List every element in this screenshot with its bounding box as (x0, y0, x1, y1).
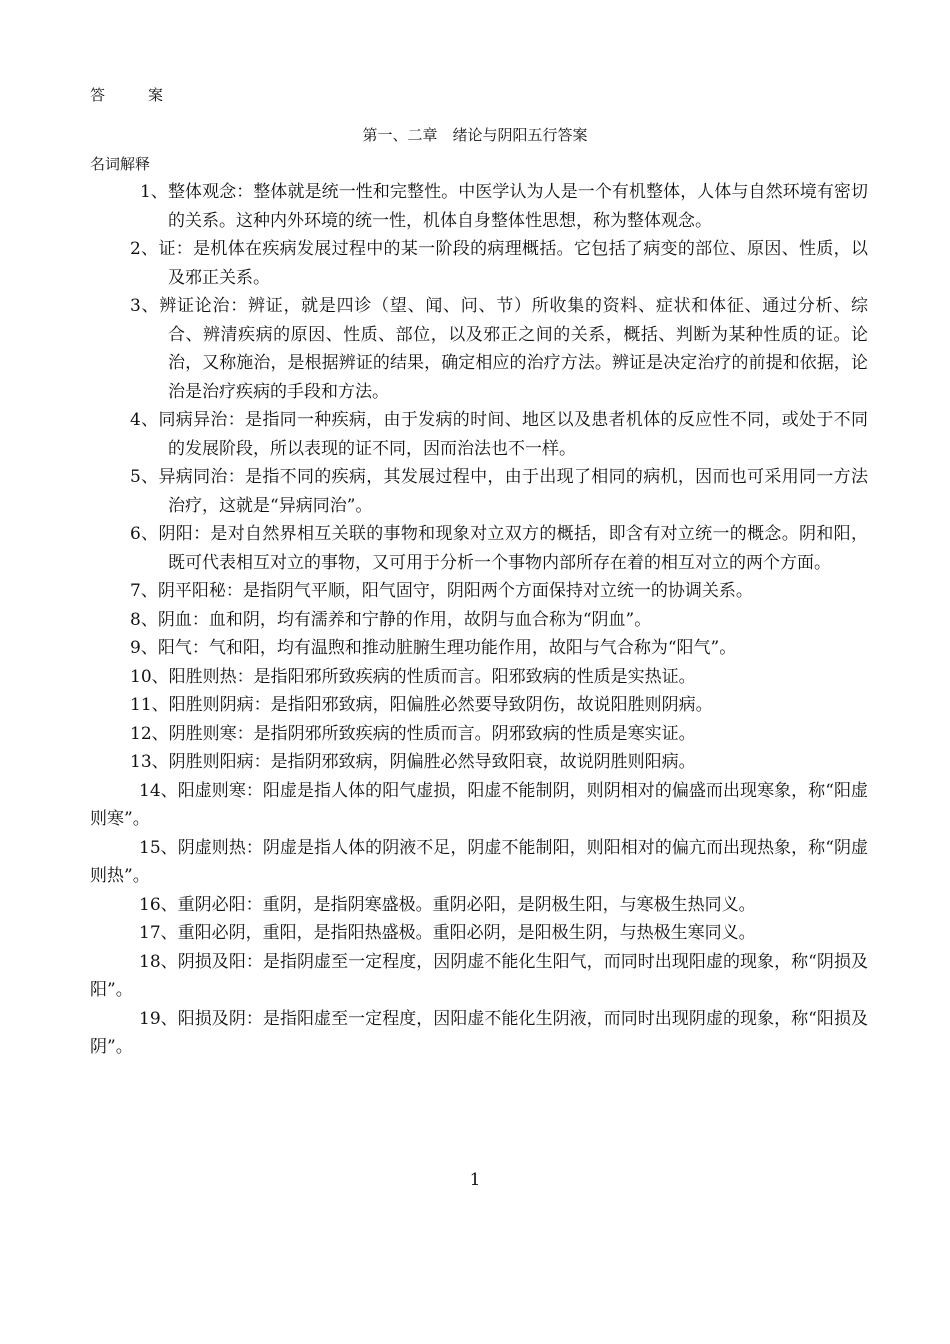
definition-entry: 2、证：是机体在疾病发展过程中的某一阶段的病理概括。它包括了病变的部位、原因、性质，以及邪正关系。 (130, 239, 868, 288)
definition-entry: 7、阴平阳秘：是指阴气平顺，阳气固守，阴阳两个方面保持对立统一的协调关系。 (130, 581, 753, 601)
definition-entry: 17、重阳必阴，重阳，是指阳热盛极。重阳必阴，是阳极生阴，与热极生寒同义。 (139, 923, 756, 943)
definition-entry: 6、阴阳：是对自然界相互关联的事物和现象对立双方的概括，即含有对立统一的概念。阴和阳，既可代表相互对立的事物，又可用于分析一个事物内部所存在着的相互对立的两个方面。 (130, 524, 868, 573)
page-number: 1 (469, 1170, 481, 1190)
definition-entry: 16、重阴必阳：重阴，是指阴寒盛极。重阴必阳，是阴极生阳，与寒极生热同义。 (139, 894, 756, 915)
definitions-list (90, 178, 868, 1062)
definition-entry: 8、阴血：血和阴，均有濡养和宁静的作用，故阴与血合称为“阴血”。 (130, 609, 652, 630)
definition-entry: 3、辨证论治：辨证，就是四诊（望、闻、问、节）所收集的资料、症状和体征、通过分析、综合、辨清疾病的原因、性质、部位，以及邪正之间的关系，概括、判断为某种性质的证。论治，又称施治，是根据辨证的结果，确定相应的治疗方法。辨证是决定治疗的前提和依据，论治是治疗疾病的手段和方法。 (130, 296, 868, 402)
definition-entry: 9、阳气：气和阳，均有温煦和推动脏腑生理功能作用，故阳与气合称为“阳气”。 (130, 638, 737, 658)
definition-entry: 1、整体观念：整体就是统一性和完整性。中医学认为人是一个有机整体，人体与自然环境有密切的关系。这种内外环境的统一性，机体自身整体性思想，称为整体观念。 (140, 182, 868, 231)
definition-entry: 15、阴虚则热：阴虚是指人体的阴液不足，阴虚不能制阳，则阳相对的偏亢而出现热象，称“阴虚则热”。 (90, 837, 868, 886)
definition-entry: 18、阴损及阳：是指阴虚至一定程度，因阴虚不能化生阳气，而同时出现阳虚的现象，称“阴损及阳”。 (90, 951, 868, 1000)
definition-entry: 14、阳虚则寒：阳虚是指人体的阳气虚损，阳虚不能制阴，则阴相对的偏盛而出现寒象，称“阳虚则寒”。 (90, 780, 868, 829)
answer-heading: 答 案 (90, 86, 178, 104)
definition-entry: 11、阳胜则阴病：是指阳邪致病，阳偏胜必然要导致阴伤，故说阳胜则阴病。 (130, 695, 713, 715)
definition-entry: 4、同病异治：是指同一种疾病，由于发病的时间、地区以及患者机体的反应性不同，或处于不同的发展阶段，所以表现的证不同，因而治法也不一样。 (130, 410, 868, 459)
chapter-title: 第一、二章 绪论与阴阳五行答案 (362, 126, 588, 144)
definition-entry: 19、阳损及阴：是指阳虚至一定程度，因阳虚不能化生阴液，而同时出现阴虚的现象，称“阳损及阴”。 (90, 1008, 868, 1057)
definition-entry: 12、阴胜则寒：是指阴邪所致疾病的性质而言。阴邪致病的性质是寒实证。 (130, 723, 696, 744)
definition-entry: 13、阴胜则阳病：是指阴邪致病，阴偏胜必然导致阳衰，故说阴胜则阳病。 (130, 752, 696, 772)
section-label: 名词解释 (90, 155, 151, 173)
definition-entry: 5、异病同治：是指不同的疾病，其发展过程中，由于出现了相同的病机，因而也可采用同一方法治疗，这就是“异病同治”。 (130, 467, 868, 516)
definition-entry: 10、阳胜则热：是指阳邪所致疾病的性质而言。阳邪致病的性质是实热证。 (130, 666, 696, 687)
